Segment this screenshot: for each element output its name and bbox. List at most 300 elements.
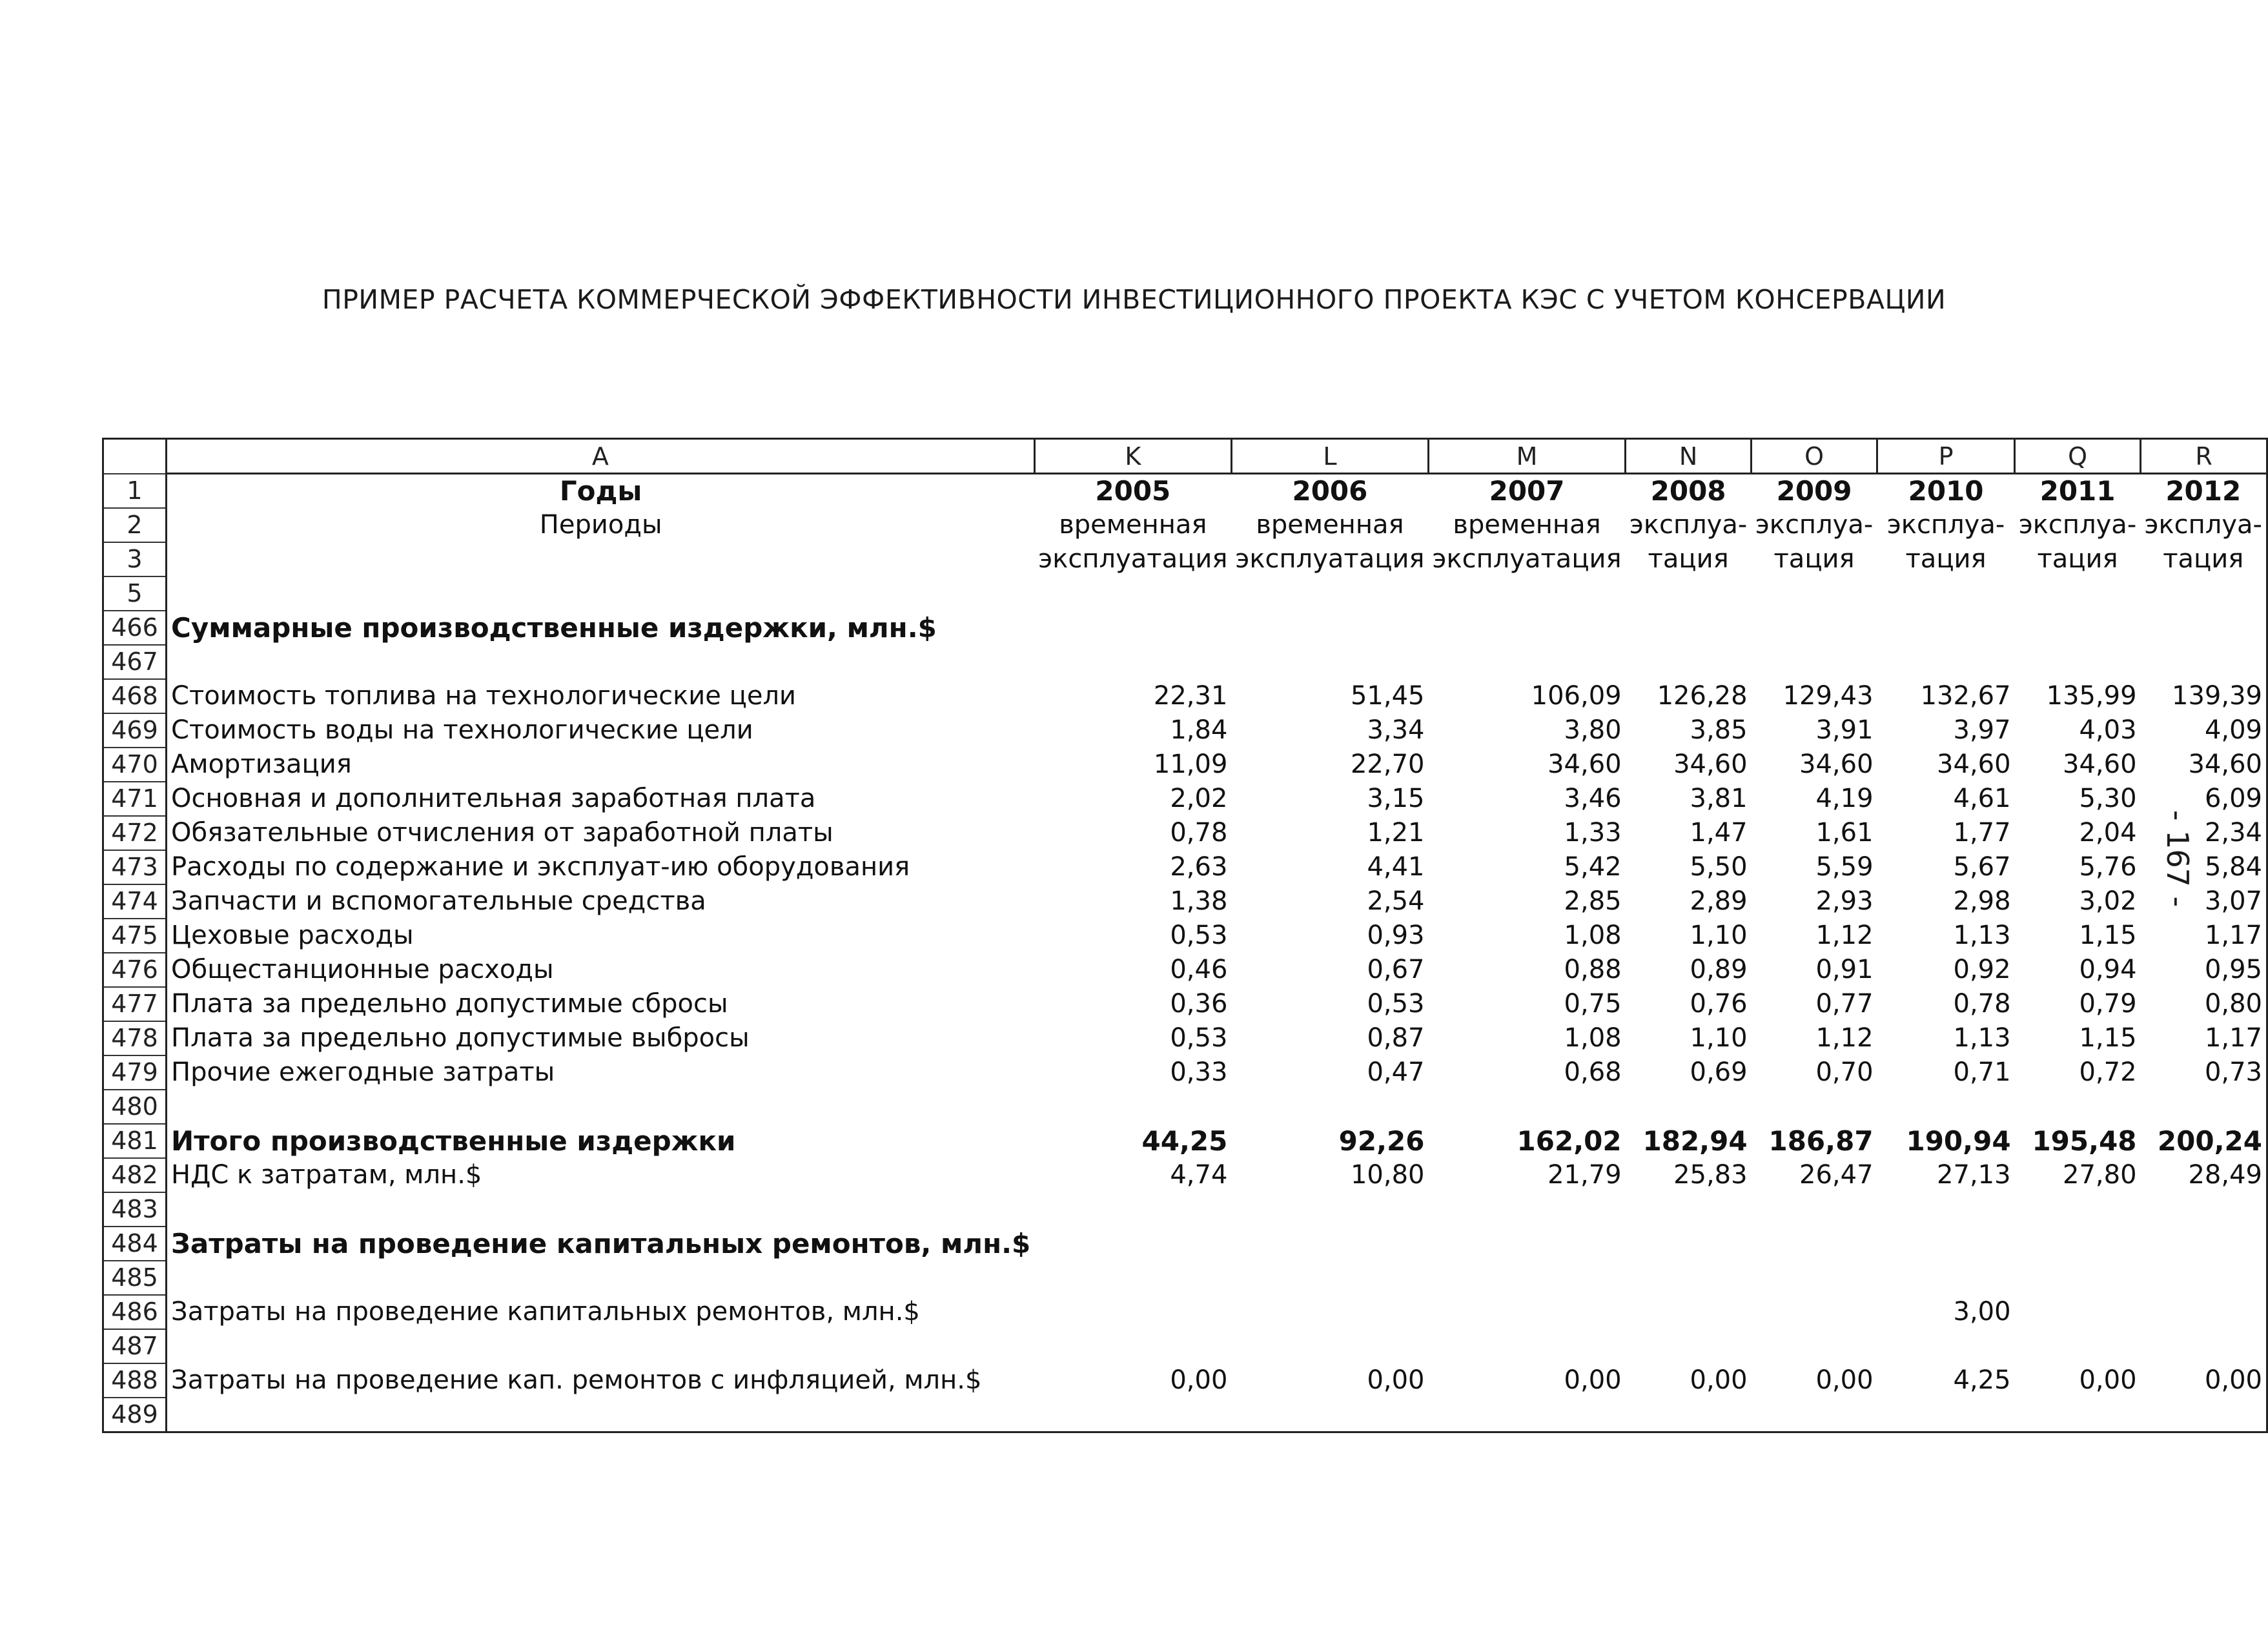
row-label: НДС к затратам, млн.$	[171, 1160, 482, 1190]
value-cell: 3,46	[1564, 784, 1622, 813]
row-number: 486	[103, 1295, 167, 1329]
value-cell: 22,70	[1350, 749, 1425, 779]
value-cell: 3,34	[1367, 715, 1425, 745]
value-cell	[2141, 1398, 2267, 1432]
value-cell: 1,84	[1170, 715, 1228, 745]
row-label: Прочие ежегодные затраты	[171, 1057, 555, 1087]
row-number: 5	[103, 576, 167, 611]
row-number: 470	[103, 748, 167, 782]
value-cell: 0,89	[1690, 955, 1748, 984]
value-cell: 0,00	[1690, 1365, 1748, 1395]
value-cell: 34,60	[1937, 749, 2011, 779]
value-cell: 106,09	[1531, 681, 1622, 711]
row-number: 469	[103, 713, 167, 748]
value-cell: 3,02	[2079, 886, 2137, 916]
empty-cell	[1752, 576, 1877, 611]
row-label	[167, 1261, 1035, 1295]
value-cell	[1752, 1329, 1877, 1363]
table-row	[103, 611, 2267, 645]
row-number: 3	[103, 542, 167, 576]
value-cell	[1429, 645, 1626, 679]
row-label: Основная и дополнительная заработная плата	[171, 784, 816, 813]
table-row	[103, 1329, 2267, 1363]
value-cell	[1231, 645, 1428, 679]
value-cell	[1626, 1261, 1752, 1295]
row-number: 482	[103, 1158, 167, 1192]
value-cell: 0,91	[1815, 955, 1874, 984]
value-cell: 0,71	[1953, 1057, 2011, 1087]
years-label: Годы	[559, 475, 642, 507]
value-cell: 0,95	[2141, 953, 2267, 987]
row-label	[167, 1192, 1035, 1227]
value-cell	[1752, 1295, 1877, 1329]
value-cell	[1752, 645, 1877, 679]
value-cell	[1877, 645, 2015, 679]
table-row	[103, 1261, 2267, 1295]
header-row	[103, 474, 2267, 508]
value-cell	[1752, 1090, 1877, 1124]
value-cell: 11,09	[1153, 749, 1228, 779]
header-row	[103, 508, 2267, 542]
row-label: Общестанционные расходы	[171, 955, 554, 984]
value-cell	[1231, 1090, 1428, 1124]
table-row	[103, 884, 2267, 919]
value-cell	[1877, 1090, 2015, 1124]
row-number: 484	[103, 1227, 167, 1261]
value-cell: 4,74	[1170, 1160, 1228, 1190]
value-cell	[1231, 1398, 1428, 1432]
value-cell: 92,26	[1338, 1125, 1425, 1157]
value-cell: 5,84	[2141, 850, 2267, 884]
value-cell: 2,93	[1815, 886, 1874, 916]
value-cell: 3,07	[2141, 884, 2267, 919]
period-cell: тация	[1905, 544, 1987, 574]
value-cell: 4,09	[2141, 713, 2267, 748]
row-number: 489	[103, 1398, 167, 1432]
value-cell	[2015, 1398, 2141, 1432]
value-cell	[2141, 1295, 2267, 1329]
value-cell: 2,04	[2079, 818, 2137, 848]
period-cell: временная	[1453, 510, 1601, 540]
value-cell: 26,47	[1799, 1160, 1874, 1190]
column-letter-a: A	[167, 439, 1035, 474]
value-cell: 1,17	[2141, 1021, 2267, 1055]
row-label: Суммарные производственные издержки, млн.$	[171, 611, 937, 644]
period-cell: эксплуа-	[2141, 508, 2267, 542]
row-number: 1	[103, 474, 167, 508]
value-cell: 1,21	[1367, 818, 1425, 848]
value-cell: 0,73	[2141, 1055, 2267, 1090]
value-cell: 0,78	[1170, 818, 1228, 848]
value-cell: 3,85	[1690, 715, 1748, 745]
column-letter-n: N	[1626, 439, 1752, 474]
table-row	[103, 1363, 2267, 1398]
value-cell: 0,00	[1564, 1365, 1622, 1395]
value-cell	[2015, 1090, 2141, 1124]
value-cell	[1877, 1329, 2015, 1363]
periods-label: Периоды	[539, 510, 662, 540]
table-row	[103, 850, 2267, 884]
value-cell: 5,42	[1564, 852, 1622, 882]
corner-cell	[103, 439, 167, 474]
value-cell: 0,68	[1564, 1057, 1622, 1087]
row-number: 476	[103, 953, 167, 987]
table-row	[103, 1021, 2267, 1055]
value-cell	[2141, 1090, 2267, 1124]
period-cell: тация	[1773, 544, 1855, 574]
table-row	[103, 919, 2267, 953]
value-cell	[1626, 611, 1752, 645]
row-number: 467	[103, 645, 167, 679]
table-row	[103, 713, 2267, 748]
value-cell	[1429, 1329, 1626, 1363]
value-cell	[1626, 1398, 1752, 1432]
value-cell	[1429, 1090, 1626, 1124]
row-number: 479	[103, 1055, 167, 1090]
empty-cell	[1626, 576, 1752, 611]
value-cell	[1034, 1192, 1231, 1227]
value-cell: 126,28	[1657, 681, 1748, 711]
value-cell	[2141, 611, 2267, 645]
row-label: Затраты на проведение капитальных ремонтов, млн.$	[171, 1297, 920, 1327]
value-cell: 34,60	[1548, 749, 1622, 779]
value-cell	[1429, 1227, 1626, 1261]
row-label: Обязательные отчисления от заработной платы	[171, 818, 833, 848]
value-cell: 3,91	[1815, 715, 1874, 745]
row-number: 478	[103, 1021, 167, 1055]
row-label: Стоимость воды на технологические цели	[171, 715, 753, 745]
period-cell: тация	[2141, 542, 2267, 576]
value-cell: 0,94	[2079, 955, 2137, 984]
row-number: 480	[103, 1090, 167, 1124]
row-number: 2	[103, 508, 167, 542]
value-cell: 135,99	[2046, 681, 2137, 711]
empty-cell	[1877, 576, 2015, 611]
value-cell	[1626, 1227, 1752, 1261]
value-cell: 1,08	[1564, 1023, 1622, 1053]
value-cell: 139,39	[2141, 679, 2267, 713]
value-cell: 2,02	[1170, 784, 1228, 813]
value-cell	[1429, 1261, 1626, 1295]
row-label: Стоимость топлива на технологические цели	[171, 681, 797, 711]
value-cell: 2,63	[1170, 852, 1228, 882]
label-cell	[167, 576, 1035, 611]
value-cell	[1034, 645, 1231, 679]
row-label	[167, 1329, 1035, 1363]
value-cell: 0,00	[1367, 1365, 1425, 1395]
table-row	[103, 645, 2267, 679]
value-cell	[1034, 1090, 1231, 1124]
table-row	[103, 1055, 2267, 1090]
row-number: 483	[103, 1192, 167, 1227]
row-number: 471	[103, 782, 167, 816]
value-cell	[1231, 1227, 1428, 1261]
period-cell: эксплуатация	[1038, 544, 1228, 574]
value-cell: 1,17	[2141, 919, 2267, 953]
value-cell	[1877, 1227, 2015, 1261]
row-label	[167, 1090, 1035, 1124]
value-cell	[2015, 1261, 2141, 1295]
table-row	[103, 1295, 2267, 1329]
value-cell: 1,77	[1953, 818, 2011, 848]
year-cell: 2010	[1908, 475, 1984, 507]
value-cell	[2141, 1261, 2267, 1295]
value-cell	[1429, 1192, 1626, 1227]
value-cell: 44,25	[1141, 1125, 1228, 1157]
value-cell: 0,53	[1170, 921, 1228, 950]
value-cell: 200,24	[2141, 1124, 2267, 1158]
period-cell: эксплуатация	[1432, 544, 1622, 574]
value-cell: 1,33	[1564, 818, 1622, 848]
row-number: 473	[103, 850, 167, 884]
value-cell: 1,61	[1815, 818, 1874, 848]
spreadsheet-table	[102, 438, 2268, 1433]
value-cell	[1034, 1398, 1231, 1432]
row-number: 475	[103, 919, 167, 953]
value-cell	[1877, 1261, 2015, 1295]
page-title: ПРИМЕР РАСЧЕТА КОММЕРЧЕСКОЙ ЭФФЕКТИВНОСТИ ИНВЕСТИЦИОННОГО ПРОЕКТА КЭС С УЧЕТОМ КОНСЕРВАЦИИ	[322, 284, 1946, 315]
header-row	[103, 576, 2267, 611]
value-cell	[1231, 611, 1428, 645]
row-number: 477	[103, 987, 167, 1021]
row-label: Итого производственные издержки	[171, 1125, 736, 1157]
value-cell	[1034, 1261, 1231, 1295]
empty-cell	[2015, 576, 2141, 611]
year-cell: 2011	[2039, 475, 2116, 507]
value-cell: 0,70	[1815, 1057, 1874, 1087]
value-cell: 34,60	[1799, 749, 1874, 779]
value-cell: 34,60	[2141, 748, 2267, 782]
value-cell: 1,13	[1953, 921, 2011, 950]
value-cell: 1,12	[1815, 1023, 1874, 1053]
value-cell	[2141, 1192, 2267, 1227]
value-cell: 190,94	[1906, 1125, 2011, 1157]
value-cell	[1034, 1295, 1231, 1329]
value-cell: 21,79	[1548, 1160, 1622, 1190]
period-cell: эксплуа-	[1629, 510, 1748, 540]
value-cell: 27,80	[2063, 1160, 2137, 1190]
value-cell: 0,92	[1953, 955, 2011, 984]
value-cell	[1034, 1227, 1231, 1261]
value-cell	[2015, 1227, 2141, 1261]
period-cell: тация	[2037, 544, 2118, 574]
value-cell: 5,50	[1690, 852, 1748, 882]
column-letter-p: P	[1877, 439, 2015, 474]
empty-cell	[1034, 576, 1231, 611]
value-cell: 5,67	[1953, 852, 2011, 882]
value-cell: 3,97	[1953, 715, 2011, 745]
value-cell	[2015, 1329, 2141, 1363]
value-cell: 195,48	[2032, 1125, 2137, 1157]
value-cell: 2,89	[1690, 886, 1748, 916]
period-cell: эксплуа-	[1755, 510, 1874, 540]
empty-cell	[1231, 576, 1428, 611]
value-cell: 0,53	[1367, 989, 1425, 1019]
value-cell: 22,31	[1153, 681, 1228, 711]
value-cell	[2141, 1329, 2267, 1363]
value-cell	[1877, 611, 2015, 645]
value-cell	[1626, 1295, 1752, 1329]
value-cell: 4,25	[1953, 1365, 2011, 1395]
row-label: Плата за предельно допустимые сбросы	[171, 989, 728, 1019]
value-cell: 182,94	[1642, 1125, 1748, 1157]
value-cell: 10,80	[1350, 1160, 1425, 1190]
value-cell: 0,53	[1170, 1023, 1228, 1053]
year-cell: 2008	[1650, 475, 1726, 507]
row-number: 466	[103, 611, 167, 645]
value-cell: 27,13	[1937, 1160, 2011, 1190]
table-row	[103, 1158, 2267, 1192]
header-row	[103, 542, 2267, 576]
value-cell: 34,60	[1673, 749, 1748, 779]
value-cell: 3,00	[1953, 1297, 2011, 1327]
value-cell	[1626, 1192, 1752, 1227]
value-cell: 0,77	[1815, 989, 1874, 1019]
row-label: Затраты на проведение капитальных ремонтов, млн.$	[171, 1227, 1031, 1259]
value-cell: 28,49	[2141, 1158, 2267, 1192]
page-number-text: - 167 -	[2160, 810, 2195, 908]
period-cell: тация	[1648, 544, 1729, 574]
value-cell: 3,80	[1564, 715, 1622, 745]
value-cell: 0,78	[1953, 989, 2011, 1019]
value-cell: 1,15	[2079, 1023, 2137, 1053]
value-cell: 0,67	[1367, 955, 1425, 984]
value-cell	[1231, 1329, 1428, 1363]
value-cell: 5,59	[1815, 852, 1874, 882]
value-cell: 0,47	[1367, 1057, 1425, 1087]
column-letter-m: M	[1429, 439, 1626, 474]
row-label: Амортизация	[171, 749, 352, 779]
value-cell: 1,10	[1690, 1023, 1748, 1053]
table-row	[103, 1124, 2267, 1158]
value-cell: 0,75	[1564, 989, 1622, 1019]
column-letter-k: K	[1034, 439, 1231, 474]
value-cell: 0,80	[2141, 987, 2267, 1021]
value-cell: 1,10	[1690, 921, 1748, 950]
value-cell: 1,38	[1170, 886, 1228, 916]
value-cell	[1626, 1090, 1752, 1124]
value-cell	[1752, 1398, 1877, 1432]
value-cell	[1626, 645, 1752, 679]
value-cell: 51,45	[1350, 681, 1425, 711]
value-cell: 4,61	[1953, 784, 2011, 813]
value-cell: 0,00	[1170, 1365, 1228, 1395]
table-row	[103, 1090, 2267, 1124]
value-cell	[1034, 611, 1231, 645]
value-cell: 186,87	[1768, 1125, 1874, 1157]
value-cell: 129,43	[1783, 681, 1874, 711]
value-cell: 0,76	[1690, 989, 1748, 1019]
value-cell: 1,08	[1564, 921, 1622, 950]
value-cell: 1,12	[1815, 921, 1874, 950]
period-cell: эксплуа-	[2018, 510, 2137, 540]
period-cell: эксплуа-	[1886, 510, 2005, 540]
value-cell: 0,93	[1367, 921, 1425, 950]
value-cell	[2141, 1227, 2267, 1261]
value-cell	[1231, 1261, 1428, 1295]
value-cell	[2141, 645, 2267, 679]
row-label: Цеховые расходы	[171, 921, 414, 950]
value-cell: 0,87	[1367, 1023, 1425, 1053]
table-row	[103, 782, 2267, 816]
value-cell: 4,03	[2079, 715, 2137, 745]
period-cell: временная	[1256, 510, 1404, 540]
value-cell	[2015, 611, 2141, 645]
value-cell: 0,00	[2141, 1363, 2267, 1398]
value-cell: 2,85	[1564, 886, 1622, 916]
value-cell: 1,15	[2079, 921, 2137, 950]
table-row	[103, 1227, 2267, 1261]
row-label	[167, 645, 1035, 679]
value-cell	[1626, 1329, 1752, 1363]
value-cell	[1429, 611, 1626, 645]
value-cell	[1752, 1261, 1877, 1295]
table-row	[103, 1192, 2267, 1227]
value-cell	[1034, 1329, 1231, 1363]
value-cell: 3,15	[1367, 784, 1425, 813]
row-number: 468	[103, 679, 167, 713]
value-cell	[1429, 1295, 1626, 1329]
value-cell: 0,69	[1690, 1057, 1748, 1087]
value-cell: 2,98	[1953, 886, 2011, 916]
empty-cell	[2141, 576, 2267, 611]
column-letter-l: L	[1231, 439, 1428, 474]
row-label: Расходы по содержание и эксплуат-ию оборудования	[171, 852, 910, 882]
value-cell: 0,46	[1170, 955, 1228, 984]
value-cell: 4,41	[1367, 852, 1425, 882]
value-cell: 0,72	[2079, 1057, 2137, 1087]
value-cell	[2015, 1295, 2141, 1329]
table-row	[103, 1398, 2267, 1432]
value-cell: 0,79	[2079, 989, 2137, 1019]
value-cell	[1429, 1398, 1626, 1432]
period-cell: эксплуатация	[1235, 544, 1425, 574]
value-cell	[1877, 1192, 2015, 1227]
year-cell: 2006	[1292, 475, 1368, 507]
value-cell: 34,60	[2063, 749, 2137, 779]
column-letter-q: Q	[2015, 439, 2141, 474]
value-cell: 0,36	[1170, 989, 1228, 1019]
table-row	[103, 953, 2267, 987]
value-cell: 0,00	[2079, 1365, 2137, 1395]
value-cell: 2,54	[1367, 886, 1425, 916]
value-cell	[1752, 1192, 1877, 1227]
year-cell: 2012	[2141, 474, 2267, 508]
year-cell: 2007	[1489, 475, 1565, 507]
value-cell: 1,47	[1690, 818, 1748, 848]
value-cell: 0,33	[1170, 1057, 1228, 1087]
row-number: 474	[103, 884, 167, 919]
table-row	[103, 816, 2267, 850]
row-label	[167, 1398, 1035, 1432]
value-cell	[1231, 1192, 1428, 1227]
value-cell: 25,83	[1673, 1160, 1748, 1190]
table-row	[103, 987, 2267, 1021]
row-label: Запчасти и вспомогательные средства	[171, 886, 706, 916]
value-cell: 6,09	[2141, 782, 2267, 816]
empty-cell	[1429, 576, 1626, 611]
value-cell: 5,30	[2079, 784, 2137, 813]
value-cell: 0,88	[1564, 955, 1622, 984]
row-number: 485	[103, 1261, 167, 1295]
table-row	[103, 679, 2267, 713]
value-cell	[1231, 1295, 1428, 1329]
row-label: Затраты на проведение кап. ремонтов с инфляцией, млн.$	[171, 1365, 982, 1395]
value-cell	[2015, 1192, 2141, 1227]
value-cell: 162,02	[1517, 1125, 1622, 1157]
row-label: Плата за предельно допустимые выбросы	[171, 1023, 750, 1053]
value-cell: 3,81	[1690, 784, 1748, 813]
